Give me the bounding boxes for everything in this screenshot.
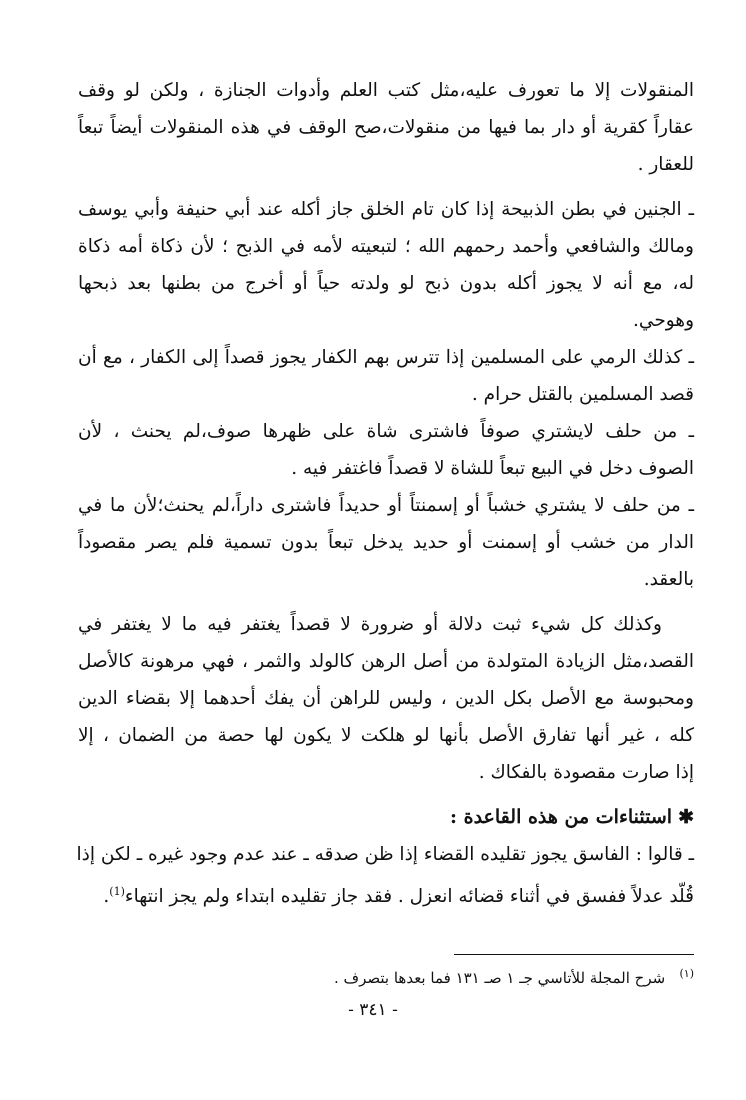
text-line: قُلّد عدلاً ففسق في أثناء قضائه انعزل . فقد جاز تقليده ابتداء ولم يجز انتهاء [124, 886, 694, 908]
section-heading [78, 799, 694, 836]
page-number: - ٣٤١ - [348, 1000, 398, 1020]
text-line: كله ، غير أنها تفارق الأصل بأنها لو هلكت لا يكون لها حصة من الضمان ، إلا [78, 725, 694, 746]
text-line: ومحبوسة مع الأصل بكل الدين ، وليس للراهن أن يفك أحدهما إلا بقضاء الدين [78, 688, 694, 709]
text-line: ومالك والشافعي وأحمد رحمهم الله ؛ لتبعيته لأمه في الذبح ؛ لأن ذكاة أمه ذكاة [78, 236, 694, 257]
text-line: الصوف دخل في البيع تبعاً للشاة لا قصداً فاغتفر فيه . [291, 458, 694, 479]
text-line: بالعقد. [643, 569, 694, 590]
text-line: عقاراً كقرية أو دار بما فيها من منقولات،صح الوقف في هذه المنقولات أيضاً تبعاً [78, 117, 694, 138]
footnote-divider [454, 954, 694, 955]
asterisk-icon: ✱ [678, 806, 694, 828]
footnote [334, 962, 694, 990]
text-line: وكذلك كل شيء ثبت دلالة أو ضرورة لا قصداً يغتفر فيه ما لا يغتفر في [78, 614, 662, 635]
text-line: القصد،مثل الزيادة المتولدة من أصل الرهن كالولد والثمر ، فهي مرهونة كالأصل [78, 651, 694, 672]
text-line: قصد المسلمين بالقتل حرام . [471, 384, 694, 405]
text-line: وهوحي. [633, 310, 694, 331]
text-line: له، مع أنه لا يجوز أكله بدون ذبح لو ولدته حياً أو أخرج من بطنها بعد ذبحها [78, 273, 694, 294]
footnote-reference[interactable]: (1) [109, 885, 125, 898]
text-line: ـ من حلف لايشتري صوفاً فاشترى شاة على ظهرها صوف،لم يحنث ، لأن [78, 421, 694, 442]
text-line: ـ كذلك الرمي على المسلمين إذا تترس بهم الكفار يجوز قصداً إلى الكفار ، مع أن [78, 347, 694, 368]
text-line-last: قُلّد عدلاً ففسق في أثناء قضائه انعزل . فقد جاز تقليده ابتداء ولم يجز انتهاء$^{(1)}$. [103, 885, 694, 908]
footnote-marker: (١) [679, 967, 694, 980]
text-line: ـ من حلف لا يشتري خشباً أو إسمنتاً أو حديداً فاشترى داراً،لم يحنث؛لأن ما في [78, 495, 694, 516]
section-heading-text: استثناءات من هذه القاعدة : [449, 806, 673, 828]
text-line: إذا صارت مقصودة بالفكاك . [478, 762, 694, 783]
text-line: ـ الجنين في بطن الذبيحة إذا كان تام الخلق جاز أكله عند أبي حنيفة وأبي يوسف [78, 199, 694, 220]
footnote-text: شرح المجلة للأتاسي جـ ١ صـ ١٣١ فما بعدها بتصرف . [334, 969, 666, 987]
page-body [78, 72, 694, 915]
text-line: ـ قالوا : الفاسق يجوز تقليده القضاء إذا ظن صدقه ـ عند عدم وجود غيره ـ لكن إذا [76, 844, 694, 865]
text-line: للعقار . [637, 154, 694, 175]
text-line: المنقولات إلا ما تعورف عليه،مثل كتب العلم وأدوات الجنازة ، ولكن لو وقف [78, 80, 694, 101]
text-line: الدار من خشب أو إسمنت أو حديد يدخل تبعاً بدون تسمية فلم يصر مقصوداً [78, 532, 694, 553]
